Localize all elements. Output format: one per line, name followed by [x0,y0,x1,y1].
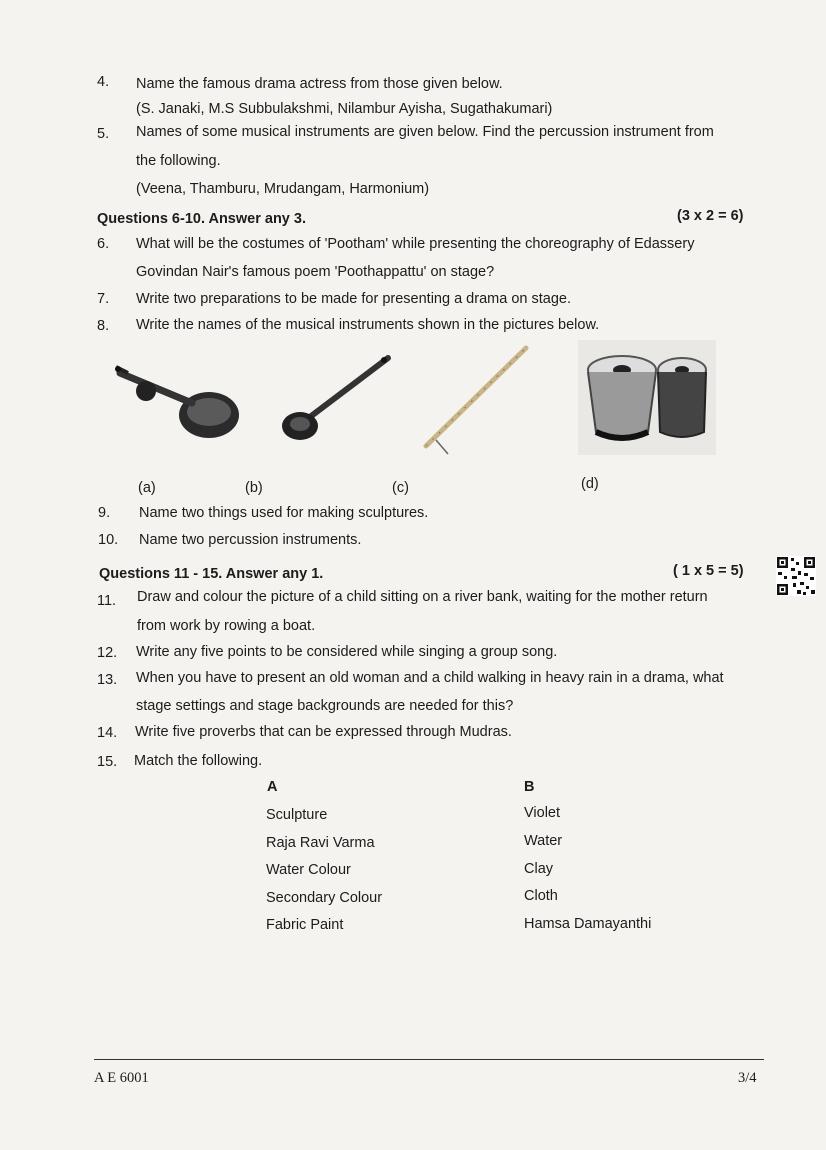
question-9-text: Name two things used for making sculptures. [139,505,429,521]
question-7-text: Write two preparations to be made for presenting a drama on stage. [136,291,571,307]
veena-picture [112,355,242,445]
match-b-item: Hamsa Damayanthi [524,916,652,932]
qr-code-icon [776,556,816,596]
flute-picture [418,342,533,460]
question-number: 12. [97,645,118,661]
question-5-line1: Names of some musical instruments are given below. Find the percussion instrument from [136,124,714,140]
section-heading: Questions 11 - 15. Answer any 1. [99,566,324,582]
question-number: 4. [97,74,110,90]
question-13-line2: stage settings and stage backgrounds are needed for this? [136,698,514,714]
question-14-text: Write five proverbs that can be expressed through Mudras. [135,724,512,740]
question-6-line1: What will be the costumes of 'Pootham' while presenting the choreography of Edassery [136,236,695,252]
section-heading: Questions 6-10. Answer any 3. [97,211,306,227]
picture-label-d: (d) [581,476,599,492]
section-marks: ( 1 x 5 = 5) [673,563,744,579]
picture-label-a: (a) [138,480,156,496]
question-number: 13. [97,672,118,688]
question-6-line2: Govindan Nair's famous poem 'Poothappattu' on stage? [136,264,495,280]
question-number: 7. [97,291,110,307]
match-a-item: Water Colour [266,862,351,878]
match-b-item: Clay [524,861,554,877]
footer-divider [94,1059,764,1060]
question-10-text: Name two percussion instruments. [139,532,362,548]
question-number: 6. [97,236,110,252]
question-11-line2: from work by rowing a boat. [137,618,316,634]
question-12-text: Write any five points to be considered while singing a group song. [136,644,558,660]
tabla-picture [578,340,716,455]
question-number: 10. [98,532,119,548]
question-5-line2: the following. [136,153,221,169]
question-4-options: (S. Janaki, M.S Subbulakshmi, Nilambur Ayisha, Sugathakumari) [136,101,553,117]
footer-page-number: 3/4 [738,1070,757,1086]
question-11-line1: Draw and colour the picture of a child sitting on a river bank, waiting for the mother return [137,589,708,605]
footer-exam-code: A E 6001 [94,1070,149,1086]
picture-label-c: (c) [392,480,409,496]
section-marks: (3 x 2 = 6) [677,208,744,224]
question-5-options: (Veena, Thamburu, Mrudangam, Harmonium) [136,181,430,197]
match-a-item: Sculpture [266,807,328,823]
question-15-text: Match the following. [134,753,263,769]
match-b-item: Violet [524,805,561,821]
question-4-text: Name the famous drama actress from those given below. [136,76,503,92]
thamburu-picture [276,352,396,447]
match-a-item: Fabric Paint [266,917,344,933]
match-col-b-header: B [524,779,535,795]
question-8-text: Write the names of the musical instruments shown in the pictures below. [136,317,600,333]
match-b-item: Cloth [524,888,558,904]
question-number: 11. [97,593,117,609]
question-number: 8. [97,318,110,334]
picture-label-b: (b) [245,480,263,496]
question-number: 5. [97,126,110,142]
match-b-item: Water [524,833,563,849]
question-number: 15. [97,754,118,770]
match-a-item: Secondary Colour [266,890,383,906]
question-number: 14. [97,725,118,741]
match-a-item: Raja Ravi Varma [266,835,375,851]
question-number: 9. [98,505,111,521]
question-13-line1: When you have to present an old woman and a child walking in heavy rain in a drama, what [136,670,724,686]
match-col-a-header: A [267,779,278,795]
